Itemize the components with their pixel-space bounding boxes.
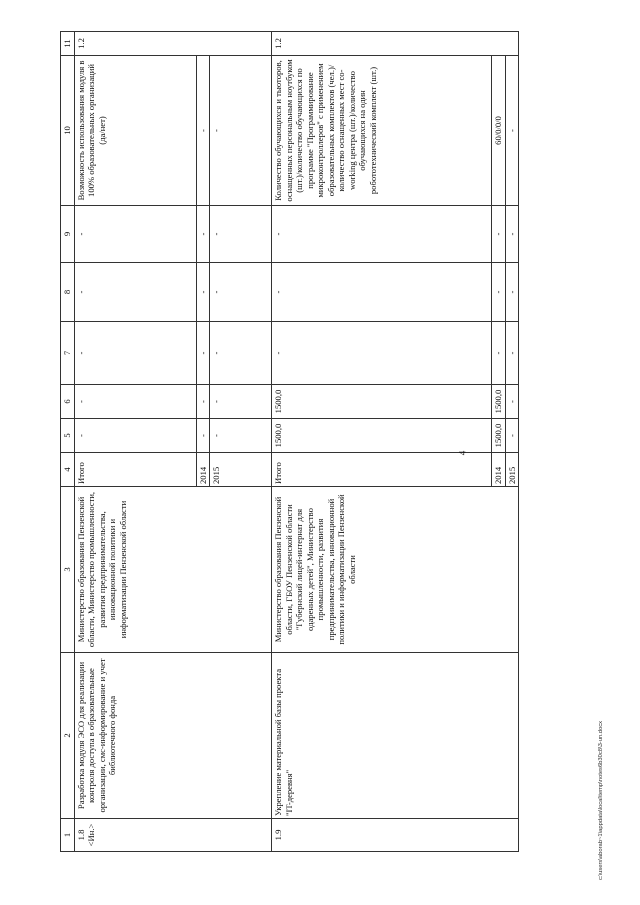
cell-value: - bbox=[197, 322, 210, 385]
col-number: 2 bbox=[61, 653, 75, 819]
cell-value: - bbox=[197, 56, 210, 206]
cell-value: 1500,0 bbox=[492, 385, 505, 419]
col-number: 8 bbox=[61, 263, 75, 322]
cell-value: - bbox=[210, 206, 272, 263]
cell-value: - bbox=[210, 56, 272, 206]
col-number: 7 bbox=[61, 322, 75, 385]
col-number: 4 bbox=[61, 453, 75, 487]
cell-value: - bbox=[210, 322, 272, 385]
cell-value: 1500,0 bbox=[272, 419, 492, 453]
cell-value: - bbox=[75, 322, 197, 385]
cell-value: - bbox=[197, 206, 210, 263]
cell-value: - bbox=[210, 263, 272, 322]
cell-value: - bbox=[75, 263, 197, 322]
cell-value: - bbox=[492, 206, 505, 263]
cell-value: - bbox=[210, 419, 272, 453]
cell-value: - bbox=[505, 56, 518, 206]
cell-value: - bbox=[272, 206, 492, 263]
col-number: 6 bbox=[61, 385, 75, 419]
column-number-row bbox=[61, 32, 75, 852]
cell-value: 1500,0 bbox=[272, 385, 492, 419]
cell-value: - bbox=[505, 206, 518, 263]
year-label: 2015 bbox=[210, 453, 272, 487]
cell-value: - bbox=[492, 322, 505, 385]
program-table bbox=[60, 31, 519, 852]
cell-value: - bbox=[197, 419, 210, 453]
cell-value: - bbox=[505, 385, 518, 419]
cell-value: - bbox=[75, 419, 197, 453]
indicator-text: Количество обучающихся и тьюторов, оснащенных персональным ноутбуком (шт.)/количество обучающихся по программе "Программирование микроконтроллеров" с применением образовательных комплектов (чел.)/количество оснащенных мест co-working центра (шт.)/количество обучающихся на один робототехнический комплект (шт.) bbox=[272, 56, 492, 206]
year-label: 2014 bbox=[197, 453, 210, 487]
cell-value: - bbox=[75, 206, 197, 263]
cell-value: 1.2 bbox=[75, 32, 272, 56]
rotated-table-container bbox=[60, 32, 540, 852]
cell-value: 60/0/0/0 bbox=[492, 56, 505, 206]
cell-value: - bbox=[75, 385, 197, 419]
cell-value: - bbox=[492, 263, 505, 322]
cell-value: - bbox=[272, 322, 492, 385]
cell-value: - bbox=[197, 385, 210, 419]
activity-name: Укрепление материальной базы проекта "IT-деревня" bbox=[272, 653, 519, 819]
year-label: 2014 bbox=[492, 453, 505, 487]
executor: Министерство образования Пензенской области, ГБОУ Пензенской области "Губернский лицей-интернат для одаренных детей", Министерство промышленности, развития предпринимательства, инновационной политики и информатизации Пензенской области bbox=[272, 487, 519, 653]
row-number: 1.9 bbox=[272, 819, 519, 852]
row-number: 1.8 <Ин.> bbox=[75, 819, 272, 852]
executor: Министерство образования Пензенской области, Министерство промышленности, развития предпринимательства, инновационной политики и информатизации Пензенской области bbox=[75, 487, 272, 653]
col-number: 11 bbox=[61, 32, 75, 56]
cell-value: - bbox=[505, 263, 518, 322]
cell-value: - bbox=[210, 385, 272, 419]
col-number: 9 bbox=[61, 206, 75, 263]
col-number: 3 bbox=[61, 487, 75, 653]
table-row bbox=[272, 32, 492, 852]
activity-name: Разработка модуля ЭСО для реализации контроля доступа в образовательные организации, смс-информирование и учет библиотечного фонда bbox=[75, 653, 272, 819]
table-row bbox=[75, 32, 197, 852]
year-label: Итого bbox=[75, 453, 197, 487]
col-number: 10 bbox=[61, 56, 75, 206]
col-number: 5 bbox=[61, 419, 75, 453]
page-number: 4 bbox=[457, 450, 468, 456]
col-number: 1 bbox=[61, 819, 75, 852]
year-label: 2015 bbox=[505, 453, 518, 487]
cell-value: 1500,0 bbox=[492, 419, 505, 453]
year-label: Итого bbox=[272, 453, 492, 487]
cell-value: 1.2 bbox=[272, 32, 519, 56]
footer-file-path: c:\users\aborab~1\appdata\local\temp\notes6b30c8\3-un.docx bbox=[598, 720, 604, 880]
cell-value: - bbox=[505, 322, 518, 385]
cell-value: - bbox=[197, 263, 210, 322]
indicator-text: Возможность использования модуля в 100% образовательных организаций (да/нет) bbox=[75, 56, 197, 206]
cell-value: - bbox=[272, 263, 492, 322]
cell-value: - bbox=[505, 419, 518, 453]
